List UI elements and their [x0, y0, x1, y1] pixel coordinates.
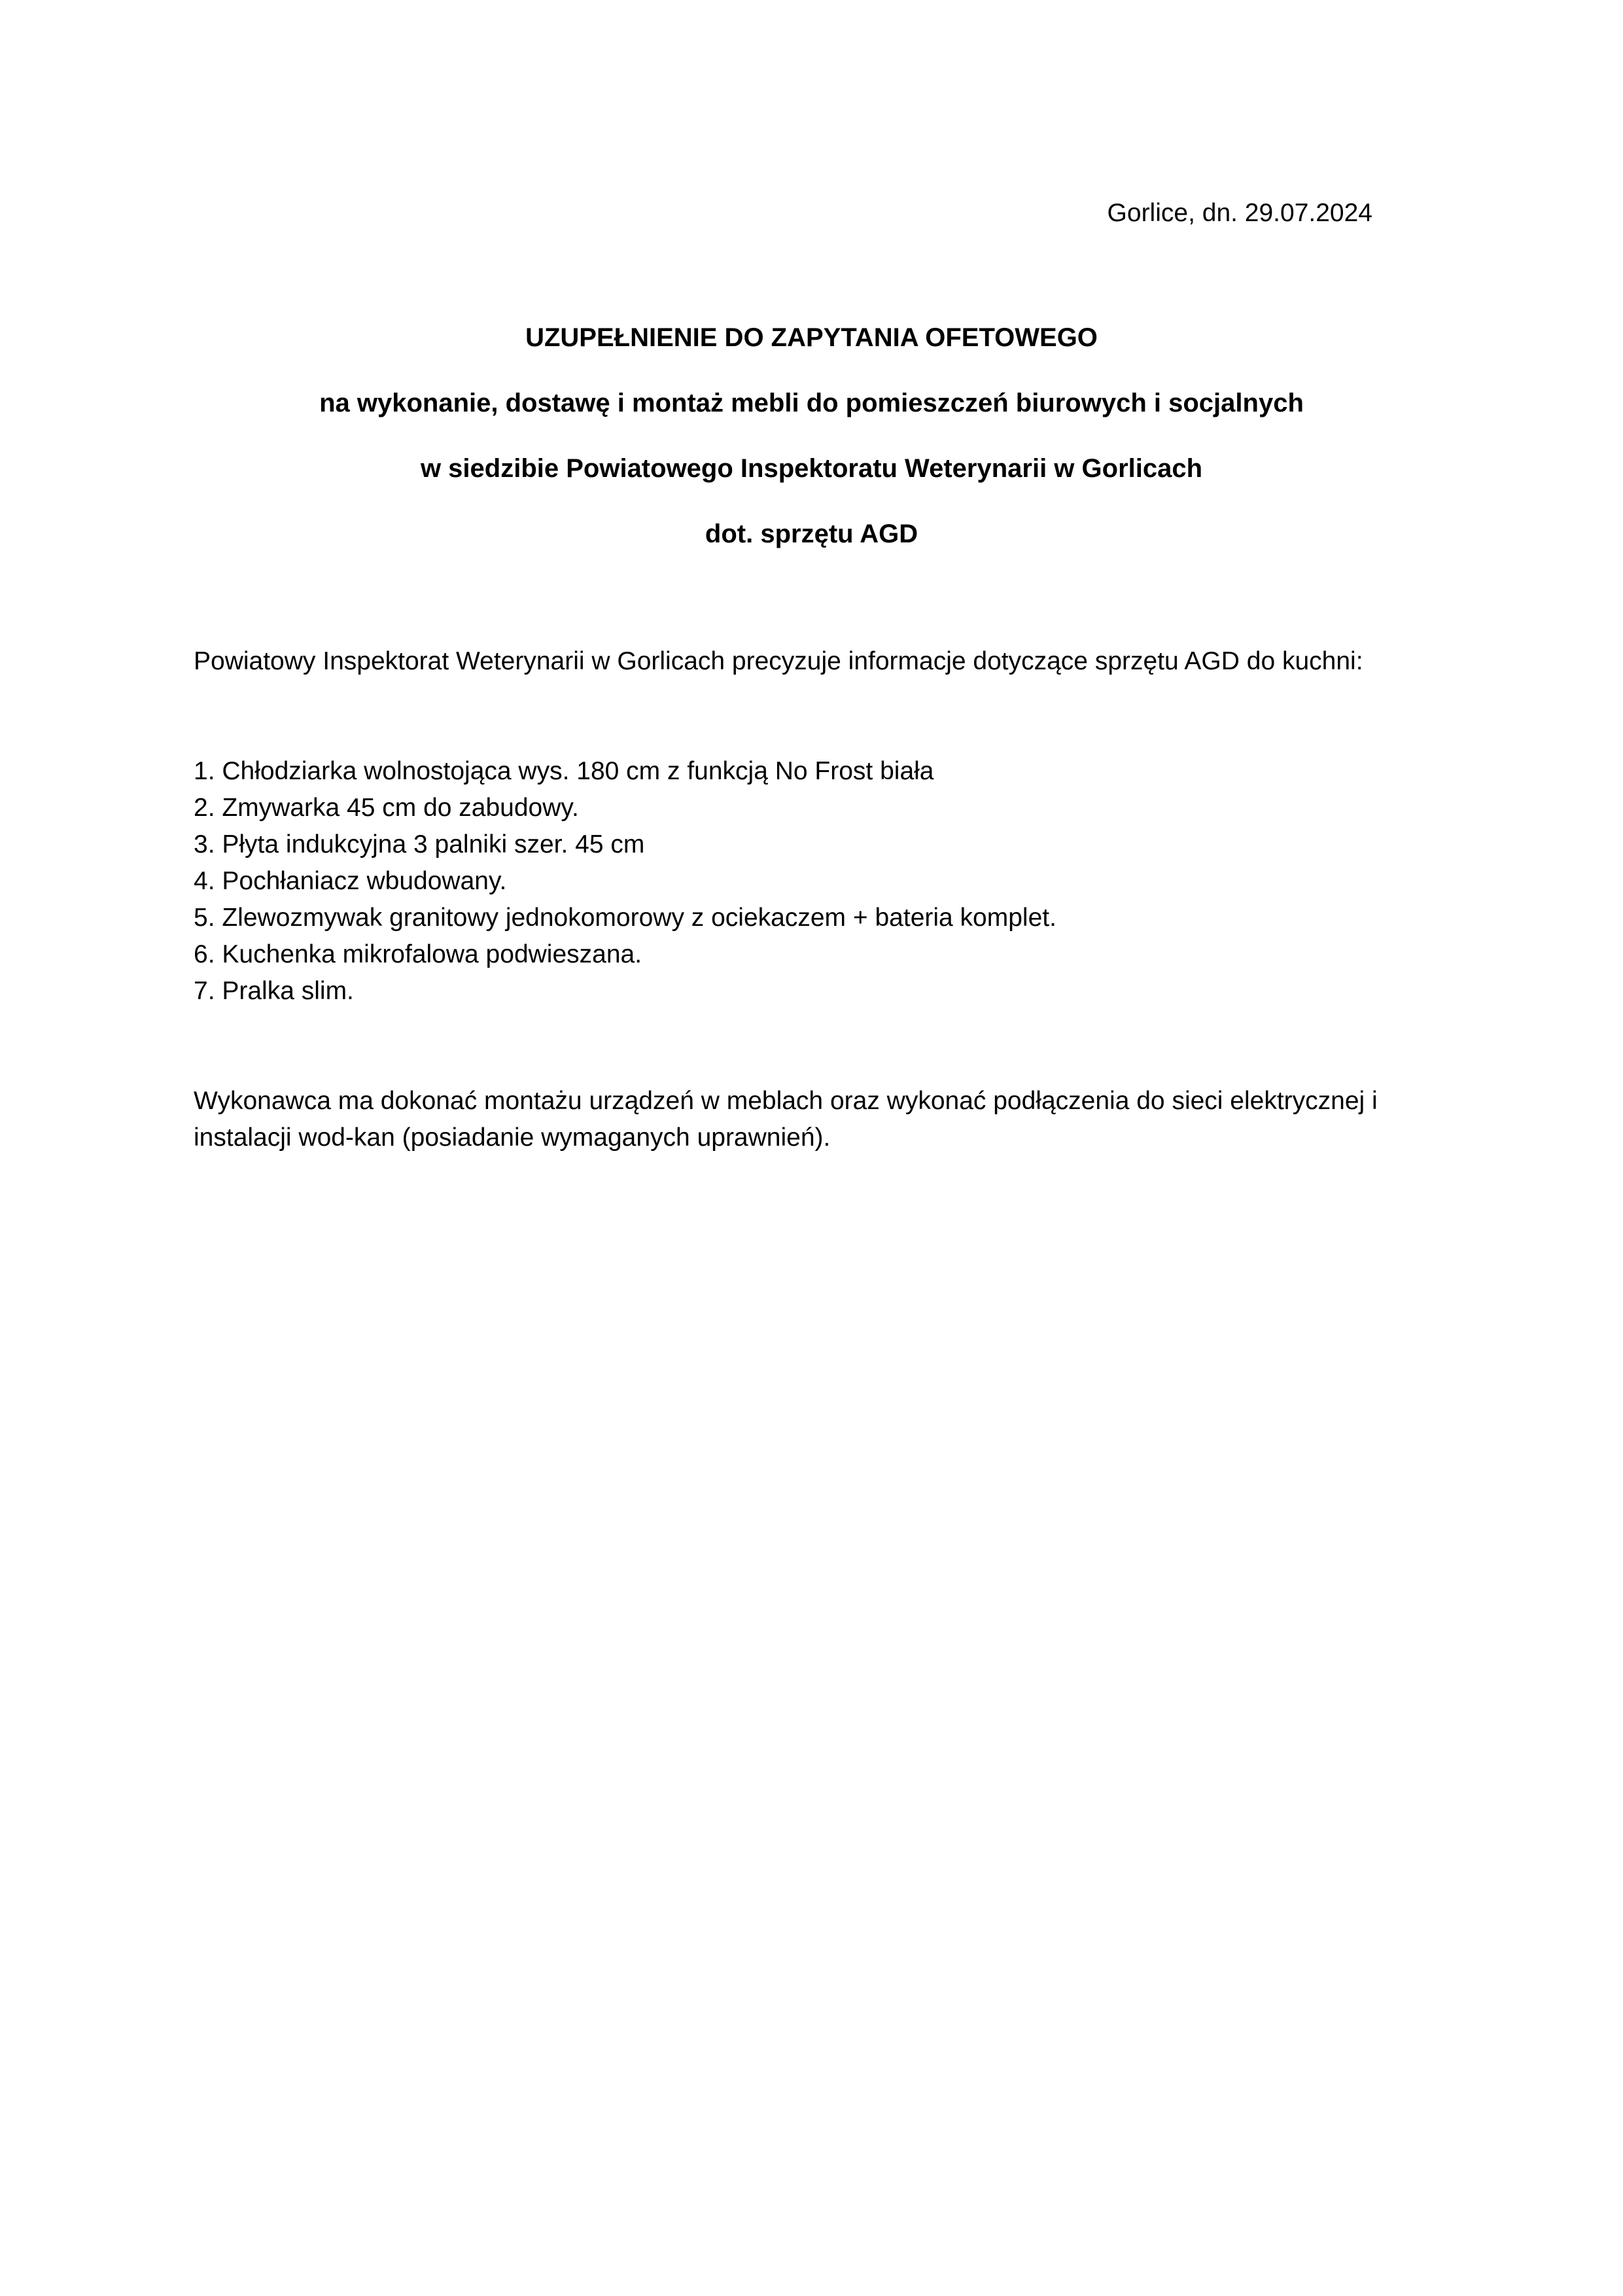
list-item: 3. Płyta indukcyjna 3 palniki szer. 45 cm — [194, 830, 645, 858]
equipment-list — [194, 753, 1056, 1010]
list-item: 7. Pralka slim. — [194, 977, 354, 1005]
document-subtitle-scope: na wykonanie, dostawę i montaż mebli do pomieszczeń biurowych i socjalnych — [319, 389, 1304, 417]
document-subtitle-location: w siedzibie Powiatowego Inspektoratu Weterynarii w Gorlicach — [420, 454, 1203, 483]
intro-paragraph: Powiatowy Inspektorat Weterynarii w Gorlicach precyzuje informacje dotyczące sprzętu AGD do kuchni: — [194, 647, 1363, 675]
list-item: 5. Zlewozmywak granitowy jednokomorowy z ociekaczem + bateria komplet. — [194, 904, 1056, 932]
list-item: 2. Zmywarka 45 cm do zabudowy. — [194, 794, 579, 822]
document-title: UZUPEŁNIENIE DO ZAPYTANIA OFETOWEGO — [525, 323, 1098, 352]
document-date: Gorlice, dn. 29.07.2024 — [1107, 199, 1372, 227]
list-item: 1. Chłodziarka wolnostojąca wys. 180 cm z funkcją No Frost biała — [194, 757, 934, 785]
closing-paragraph: Wykonawca ma dokonać montażu urządzeń w meblach oraz wykonać podłączenia do sieci elektrycznej i instalacji wod-kan (posiadanie wymaganych uprawnień). — [194, 1087, 1378, 1152]
document-subtitle-topic: dot. sprzętu AGD — [705, 520, 918, 548]
list-item: 6. Kuchenka mikrofalowa podwieszana. — [194, 940, 642, 968]
list-item: 4. Pochłaniacz wbudowany. — [194, 867, 507, 895]
